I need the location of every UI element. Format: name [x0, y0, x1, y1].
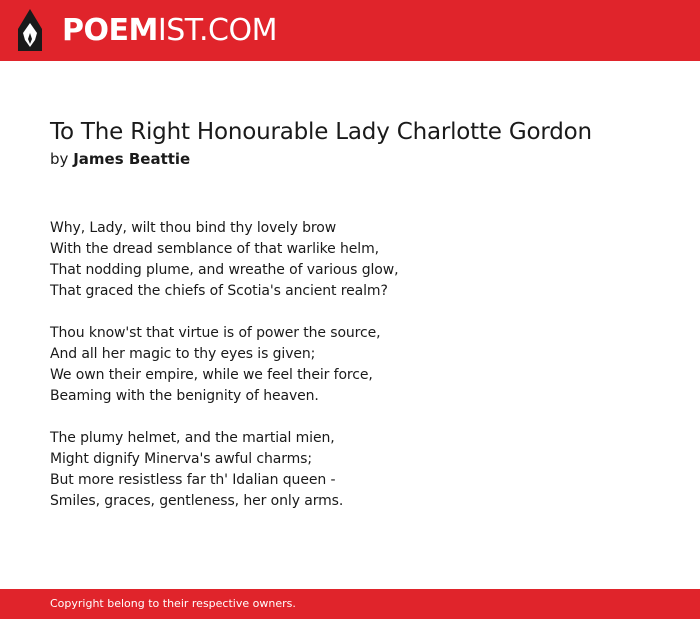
- stanza: [50, 323, 398, 407]
- poem-line: The plumy helmet, and the martial mien,: [50, 430, 335, 446]
- copyright-text: Copyright belong to their respective owners.: [50, 597, 296, 610]
- poem-line: With the dread semblance of that warlike helm,: [50, 241, 379, 257]
- pencil-tip-icon: [18, 9, 42, 51]
- stanza: [50, 428, 398, 512]
- site-header: [0, 0, 700, 61]
- poem-line: But more resistless far th' Idalian queen -: [50, 472, 336, 488]
- poem-line: Thou know'st that virtue is of power the source,: [50, 325, 381, 341]
- poem-line: Might dignify Minerva's awful charms;: [50, 451, 312, 467]
- poem-title: To The Right Honourable Lady Charlotte Gordon: [50, 119, 592, 145]
- site-logo-link[interactable]: [62, 11, 277, 51]
- stanza: [50, 218, 398, 302]
- poem-byline: [50, 148, 190, 170]
- poem-line: Smiles, graces, gentleness, her only arms.: [50, 493, 344, 509]
- byline-prefix: by: [50, 150, 69, 168]
- site-footer: [0, 589, 700, 619]
- logo-bold-text: POEM: [62, 13, 158, 48]
- author-name: James Beattie: [73, 150, 191, 168]
- poem-line: That nodding plume, and wreathe of various glow,: [50, 262, 399, 278]
- poem-line: Why, Lady, wilt thou bind thy lovely brow: [50, 220, 337, 236]
- logo-light-text: IST.COM: [157, 13, 277, 48]
- poem-body: [50, 218, 398, 533]
- poem-line: Beaming with the benignity of heaven.: [50, 388, 319, 404]
- poem-line: That graced the chiefs of Scotia's ancient realm?: [50, 283, 388, 299]
- poem-line: And all her magic to thy eyes is given;: [50, 346, 316, 362]
- poem-line: We own their empire, while we feel their force,: [50, 367, 373, 383]
